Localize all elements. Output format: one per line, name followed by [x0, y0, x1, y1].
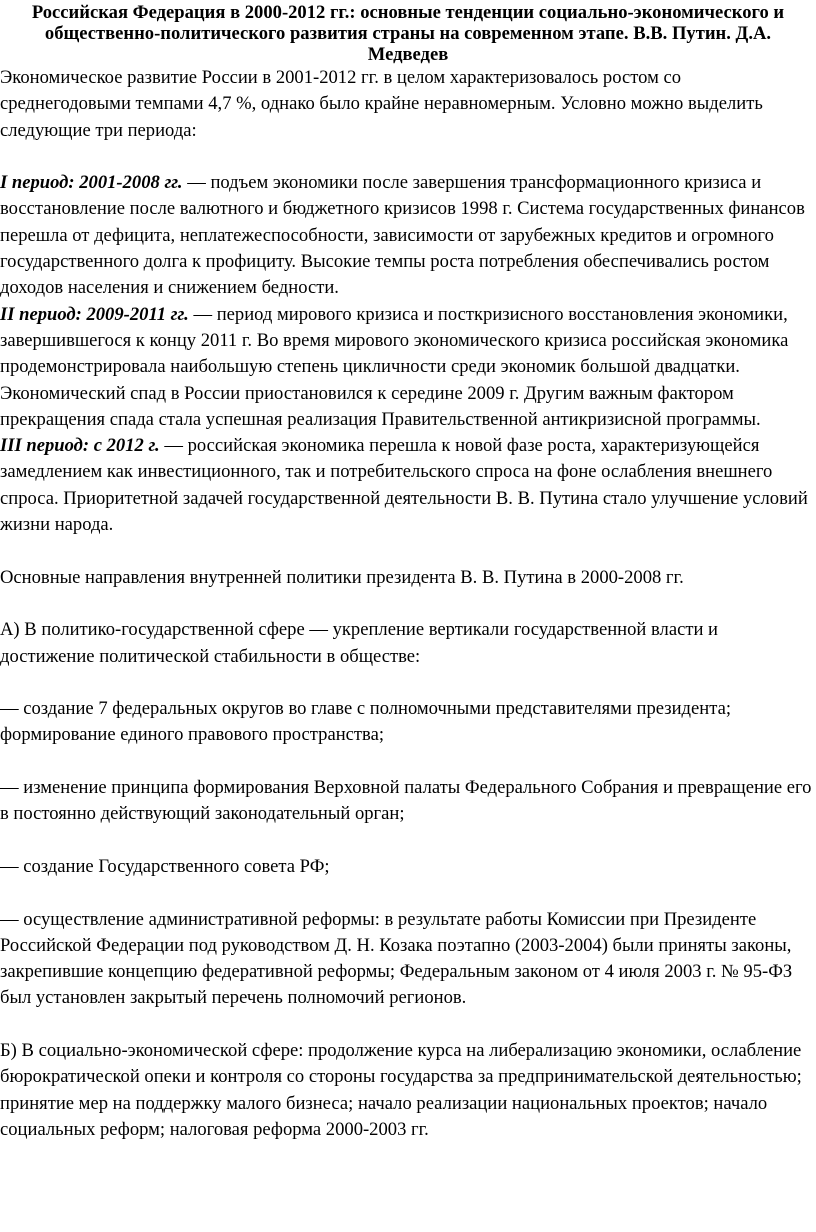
spacer — [0, 749, 816, 775]
period-3-paragraph — [0, 433, 816, 538]
list-item: — осуществление административной реформы: в результате работы Комиссии при Президенте Российской Федерации под руководством Д. Н. Козака поэтапно (2003-2004) были приняты законы, закрепившие концепцию федеративной реформы; Федеральным законом от 4 июля 2003 г. № 95-ФЗ был установлен закрытый перечень полномочий регионов. — [0, 908, 793, 1009]
period-2-text: — период мирового кризиса и посткризисного восстановления экономики, завершившегося к концу 2011 г. Во время мирового экономического кризиса российская экономика продемонстрировала наибольшую степень цикличности среди экономик большой двадцатки. Экономический спад в России приостановился к середине 2009 г. Другим важным фактором прекращения спада стала успешная реализация Правительственной антикризисной программы. — [0, 303, 789, 430]
period-3-label: III период: с 2012 г. — [0, 435, 160, 457]
period-2-paragraph — [0, 302, 816, 433]
section-b-paragraph: Б) В социально-экономической сфере: продолжение курса на либерализацию экономики, ослабление бюрократической опеки и контроля со стороны государства за предпринимательской деятельностью; принятие мер на поддержку малого бизнеса; начало реализации национальных проектов; начало социальных реформ; налоговая реформа 2000-2003 гг. — [0, 1039, 802, 1140]
spacer — [0, 828, 816, 854]
period-1-text: — подъем экономики после завершения трансформационного кризиса и восстановление после валютного и бюджетного кризисов 1998 г. Система государственных финансов перешла от дефицита, неплатежеспособности, зависимости от зарубежных кредитов и огромного государственного долга к профициту. Высокие темпы роста потребления обеспечивались ростом доходов населения и снижением бедности. — [0, 172, 805, 299]
spacer — [0, 591, 816, 617]
section-a-paragraph: А) В политико-государственной сфере — укрепление вертикали государственной власти и достижение политической стабильности в обществе: — [0, 619, 719, 667]
spacer — [0, 670, 816, 696]
spacer — [0, 1012, 816, 1038]
intro-paragraph: Экономическое развитие России в 2001-2012 гг. в целом характеризовалось ростом со среднегодовыми темпами 4,7 %, однако было крайне неравномерным. Условно можно выделить следующие три периода: — [0, 67, 763, 141]
list-item: — создание 7 федеральных округов во главе с полномочными представителями президента; формирование единого правового пространства; — [0, 698, 731, 746]
period-2-label: II период: 2009-2011 гг. — [0, 303, 189, 325]
period-3-text: — российская экономика перешла к новой фазе роста, характеризующейся замедлением как инвестиционного, так и потребительского спроса на фоне ослабления внешнего спроса. Приоритетной задачей государственной деятельности В. В. Путина стало улучшение условий жизни народа. — [0, 435, 808, 536]
policy-heading: Основные направления внутренней политики президента В. В. Путина в 2000-2008 гг. — [0, 566, 684, 588]
spacer — [0, 880, 816, 906]
list-item: — изменение принципа формирования Верховной палаты Федерального Собрания и превращение его в постоянно действующий законодательный орган; — [0, 777, 812, 825]
period-1-paragraph — [0, 170, 816, 301]
spacer — [0, 538, 816, 564]
list-item: — создание Государственного совета РФ; — [0, 855, 330, 877]
period-1-label: I период: 2001-2008 гг. — [0, 172, 183, 194]
document-title: Российская Федерация в 2000-2012 гг.: основные тенденции социально-экономического и общественно-политического развития страны на современном этапе. В.В. Путин. Д.А. Медведев — [31, 2, 785, 65]
spacer — [0, 144, 816, 170]
